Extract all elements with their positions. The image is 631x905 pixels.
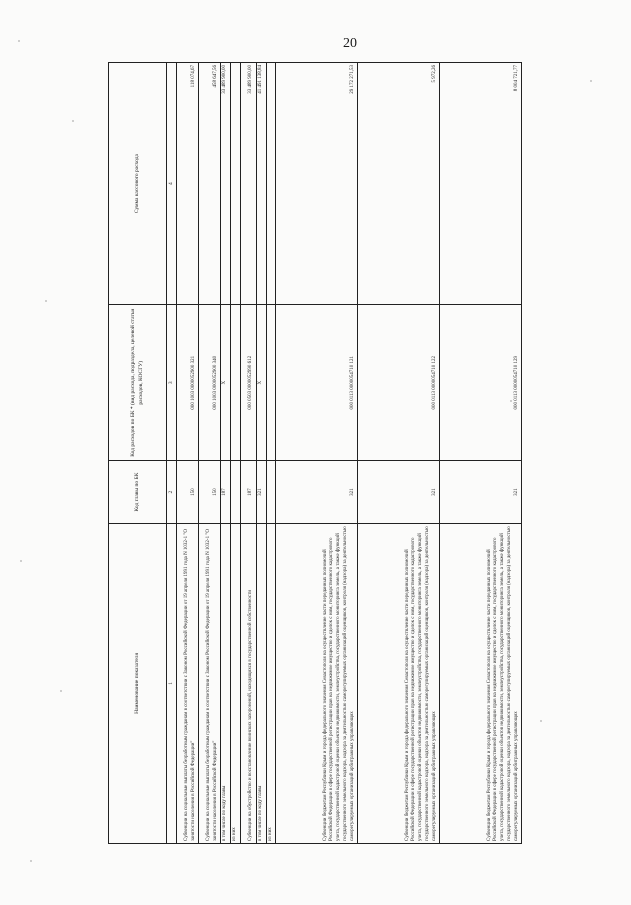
row-code: 150 [199, 461, 221, 523]
table-row [256, 63, 266, 844]
row-code: 187 [240, 461, 256, 523]
row-name: из них [266, 523, 276, 843]
row-code: 321 [440, 461, 522, 523]
row-code: 321 [256, 461, 266, 523]
page-number: 20 [343, 36, 357, 51]
row-sum: 118 074,67 [177, 63, 199, 305]
row-name: Субвенции бюджетам Республики Крым и города федерального значения Севастополя на осуществление части переданных полномочий Российской Федерации в сфере государственной регистрации прав на недвижимое имущество и сделок с ним, государственного кадастрового учета, государственной кадастровой оценки объектов недвижимости, землеустройства, государственного мониторинга земель, а также функций государственного земельного надзора, надзора за деятельностью саморегулируемых организаций оценщиков, контроля (надзора) за деятельностью саморегулируемых организаций арбитражных управляющих [440, 523, 522, 843]
header-sum: Сумма кассового расхода [109, 63, 167, 305]
rotated-table-area [108, 62, 519, 844]
column-number: 4 [167, 63, 177, 305]
row-name: Субвенции бюджетам Республики Крым и города федерального значения Севастополя на осуществление части переданных полномочий Российской Федерации в сфере государственной регистрации прав на недвижимое имущество и сделок с ним, государственного кадастрового учета, государственной кадастровой оценки объектов недвижимости, землеустройства, государственного мониторинга земель, а также функций государственного земельного надзора, надзора за деятельностью саморегулируемых организаций оценщиков, контроля (надзора) за деятельностью саморегулируемых организаций арбитражных управляющих [276, 523, 358, 843]
table-row [221, 63, 231, 844]
table-row [440, 63, 522, 844]
row-code [231, 461, 241, 523]
scan-speck [20, 560, 22, 562]
row-name: Субвенции на социальные выплаты безработным гражданам в соответствии с Законом Российской Федерации от 19 апреля 1991 года N 1032-1 "О занятости населения в Российской Федерации" [199, 523, 221, 843]
row-bk [231, 305, 241, 461]
scan-speck [72, 120, 74, 122]
table-row [177, 63, 199, 844]
row-sum: 41 491 138,84 [256, 63, 266, 305]
row-bk: 000 0503 0000052990 612 [240, 305, 256, 461]
rotated-table-container [108, 62, 519, 844]
table-row [199, 63, 221, 844]
row-code: 150 [177, 461, 199, 523]
row-sum: 458 647,56 [199, 63, 221, 305]
row-bk: 000 1003 0000052900 321 [177, 305, 199, 461]
row-name: в том числе по коду главы [256, 523, 266, 843]
table-row [358, 63, 440, 844]
scan-speck [30, 860, 32, 862]
row-bk: 000 1003 0000052900 340 [199, 305, 221, 461]
row-code: 321 [276, 461, 358, 523]
expense-report-table [108, 62, 522, 844]
table-row [276, 63, 358, 844]
table-row [266, 63, 276, 844]
row-bk: 000 0113 0000054710 129 [440, 305, 522, 461]
row-bk: 000 0113 0000054710 122 [358, 305, 440, 461]
row-name: Субвенции бюджетам Республики Крым и города федерального значения Севастополя на осуществление части переданных полномочий Российской Федерации в сфере государственной регистрации прав на недвижимое имущество и сделок с ним, государственного кадастрового учета, государственной кадастровой оценки объектов недвижимости, землеустройства, государственного мониторинга земель, а также функций государственного земельного надзора, надзора за деятельностью саморегулируемых организаций оценщиков, контроля (надзора) за деятельностью саморегулируемых организаций арбитражных управляющих [358, 523, 440, 843]
scan-speck [45, 300, 47, 302]
column-number: 2 [167, 461, 177, 523]
row-code: 187 [221, 461, 231, 523]
row-code [266, 461, 276, 523]
scan-speck [18, 40, 20, 42]
scan-speck [540, 720, 542, 722]
header-chapter-code: Код главы по БК [109, 461, 167, 523]
table-row [240, 63, 256, 844]
row-bk: X [256, 305, 266, 461]
column-number-row [167, 63, 177, 844]
column-number: 1 [167, 523, 177, 843]
header-name: Наименование показателя [109, 523, 167, 843]
column-number: 3 [167, 305, 177, 461]
row-sum [231, 63, 241, 305]
table-row [231, 63, 241, 844]
row-sum: 33 489 900,00 [221, 63, 231, 305]
row-bk: X [221, 305, 231, 461]
row-sum: 5 972,26 [358, 63, 440, 305]
header-row [109, 63, 167, 844]
row-name: Субвенции на социальные выплаты безработным гражданам в соответствии с Законом Российской Федерации от 19 апреля 1991 года N 1032-1 "О занятости населения в Российской Федерации" [177, 523, 199, 843]
row-sum: 33 489 900,00 [240, 63, 256, 305]
row-sum: 8 004 721,77 [440, 63, 522, 305]
row-bk [266, 305, 276, 461]
header-bk-code: Код расходов по БК * (вид расхода, подраздела, целевой статьи расходов, КОСГУ) [109, 305, 167, 461]
row-sum: 29 172 271,53 [276, 63, 358, 305]
row-name: из них [231, 523, 241, 843]
scan-speck [510, 400, 512, 402]
row-code: 321 [358, 461, 440, 523]
row-name: в том числе по коду главы [221, 523, 231, 843]
scan-speck [590, 80, 592, 82]
scan-speck [60, 690, 62, 692]
row-name: Субвенции на обустройство и восстановление воинских захоронений, находящихся в государственной собственности [240, 523, 256, 843]
row-sum [266, 63, 276, 305]
row-bk: 000 0113 0000054710 121 [276, 305, 358, 461]
